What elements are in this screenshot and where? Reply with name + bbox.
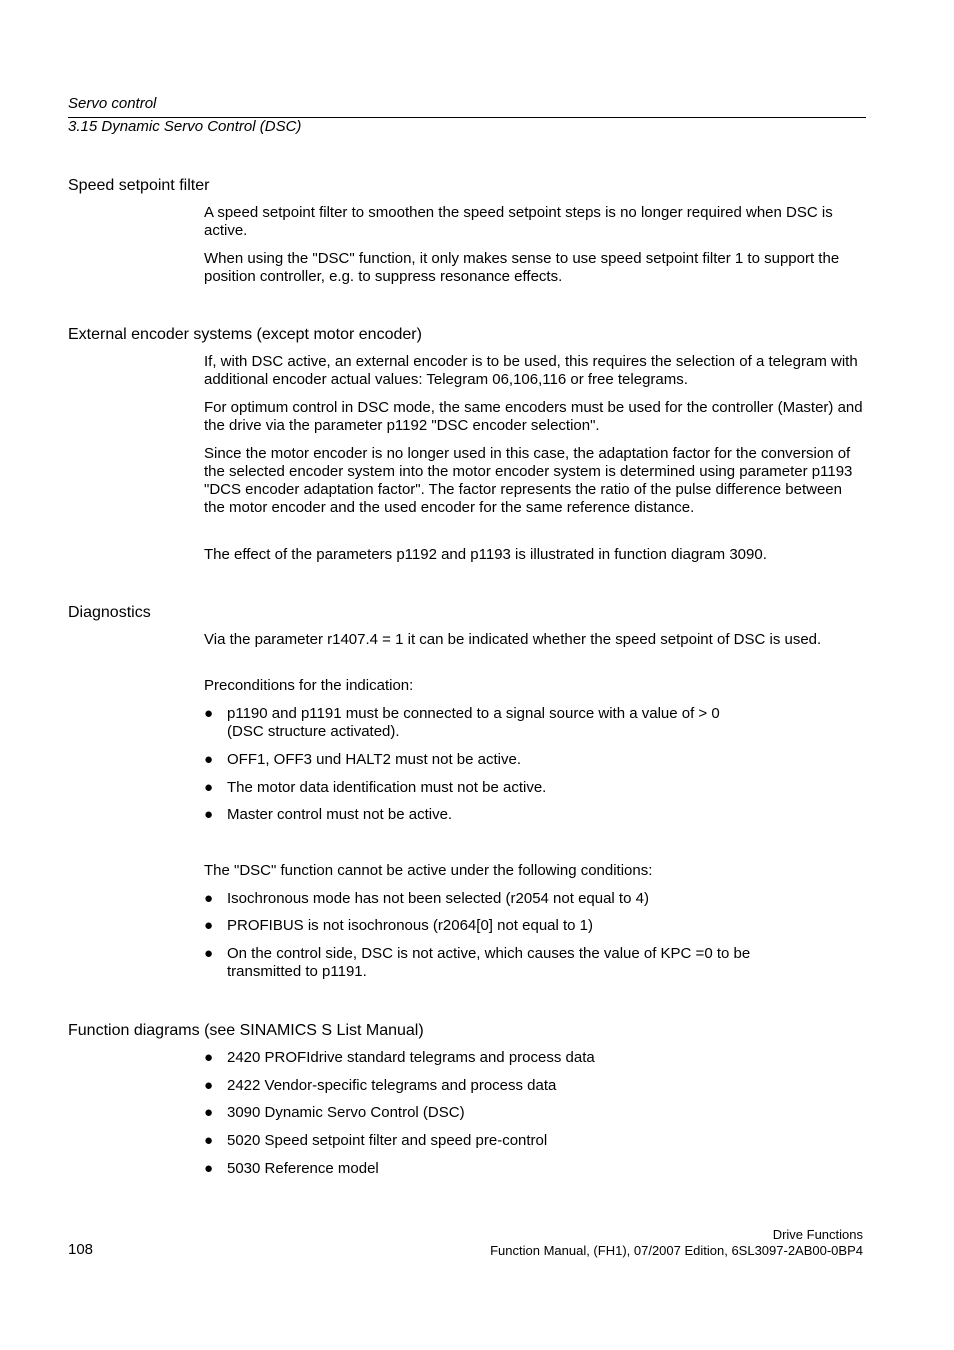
bullet-icon: ● [204, 779, 214, 796]
paragraph: When using the "DSC" function, it only makes sense to use speed setpoint filter 1 to support the position controller, e.g. to suppress resonance effects. [204, 250, 840, 285]
bullet-icon: ● [204, 806, 214, 823]
heading-external-encoder: External encoder systems (except motor encoder) [68, 326, 422, 343]
paragraph: Via the parameter r1407.4 = 1 it can be indicated whether the speed setpoint of DSC is used. [204, 631, 822, 648]
list-item-text: On the control side, DSC is not active, which causes the value of KPC =0 to be transmitted to p1191. [227, 945, 751, 980]
list-item-text: 2420 PROFIdrive standard telegrams and process data [227, 1049, 595, 1066]
paragraph: The effect of the parameters p1192 and p1193 is illustrated in function diagram 3090. [204, 546, 767, 563]
list-item-text: (DSC structure activated). [227, 723, 400, 740]
list-item-text: 5030 Reference model [227, 1160, 379, 1177]
paragraph: Since the motor encoder is no longer used in this case, the adaptation factor for the conversion of the selected encoder system into the motor encoder system is determined using parameter p1193 "DCS encoder adaptation factor". The factor represents the ratio of the pulse difference between the motor encoder and the used encoder for the same reference distance. [204, 445, 853, 516]
bullet-icon: ● [204, 1104, 214, 1121]
bullet-icon: ● [204, 1132, 214, 1149]
paragraph: For optimum control in DSC mode, the same encoders must be used for the controller (Master) and the drive via the parameter p1192 "DSC encoder selection". [204, 399, 863, 434]
bullet-icon: ● [204, 945, 214, 962]
list-item-text: OFF1, OFF3 und HALT2 must not be active. [227, 751, 522, 768]
list-item-text: 2422 Vendor-specific telegrams and process data [227, 1077, 557, 1094]
heading-diagnostics: Diagnostics [68, 604, 151, 621]
footer-title: Drive Functions [772, 1227, 863, 1242]
list-item-text: Master control must not be active. [227, 806, 453, 823]
paragraph: If, with DSC active, an external encoder is to be used, this requires the selection of a telegram with additional encoder actual values: Telegram 06,106,116 or free telegrams. [204, 353, 858, 388]
heading-speed-setpoint-filter: Speed setpoint filter [68, 177, 210, 194]
paragraph: Preconditions for the indication: [204, 677, 414, 694]
bullet-icon: ● [204, 1077, 214, 1094]
page-number: 108 [68, 1241, 94, 1258]
list-item-text: PROFIBUS is not isochronous (r2064[0] not equal to 1) [227, 917, 594, 934]
heading-function-diagrams: Function diagrams (see SINAMICS S List Manual) [68, 1022, 424, 1039]
bullet-icon: ● [204, 705, 214, 722]
bullet-icon: ● [204, 751, 214, 768]
paragraph: A speed setpoint filter to smoothen the speed setpoint steps is no longer required when DSC is active. [204, 204, 833, 239]
list-item-text: 5020 Speed setpoint filter and speed pre-control [227, 1132, 548, 1149]
paragraph: The "DSC" function cannot be active under the following conditions: [204, 862, 653, 879]
running-header-chapter: Servo control [68, 95, 157, 112]
list-item-text: Isochronous mode has not been selected (r2054 not equal to 4) [227, 890, 649, 907]
list-item-text: The motor data identification must not be active. [227, 779, 547, 796]
bullet-icon: ● [204, 917, 214, 934]
list-item-text: p1190 and p1191 must be connected to a signal source with a value of > 0 [227, 705, 720, 722]
bullet-icon: ● [204, 1049, 214, 1066]
footer-edition: Function Manual, (FH1), 07/2007 Edition, 6SL3097-2AB00-0BP4 [490, 1243, 863, 1258]
running-header-section: 3.15 Dynamic Servo Control (DSC) [68, 118, 302, 135]
bullet-icon: ● [204, 890, 214, 907]
list-item-text: 3090 Dynamic Servo Control (DSC) [227, 1104, 465, 1121]
bullet-icon: ● [204, 1160, 214, 1177]
